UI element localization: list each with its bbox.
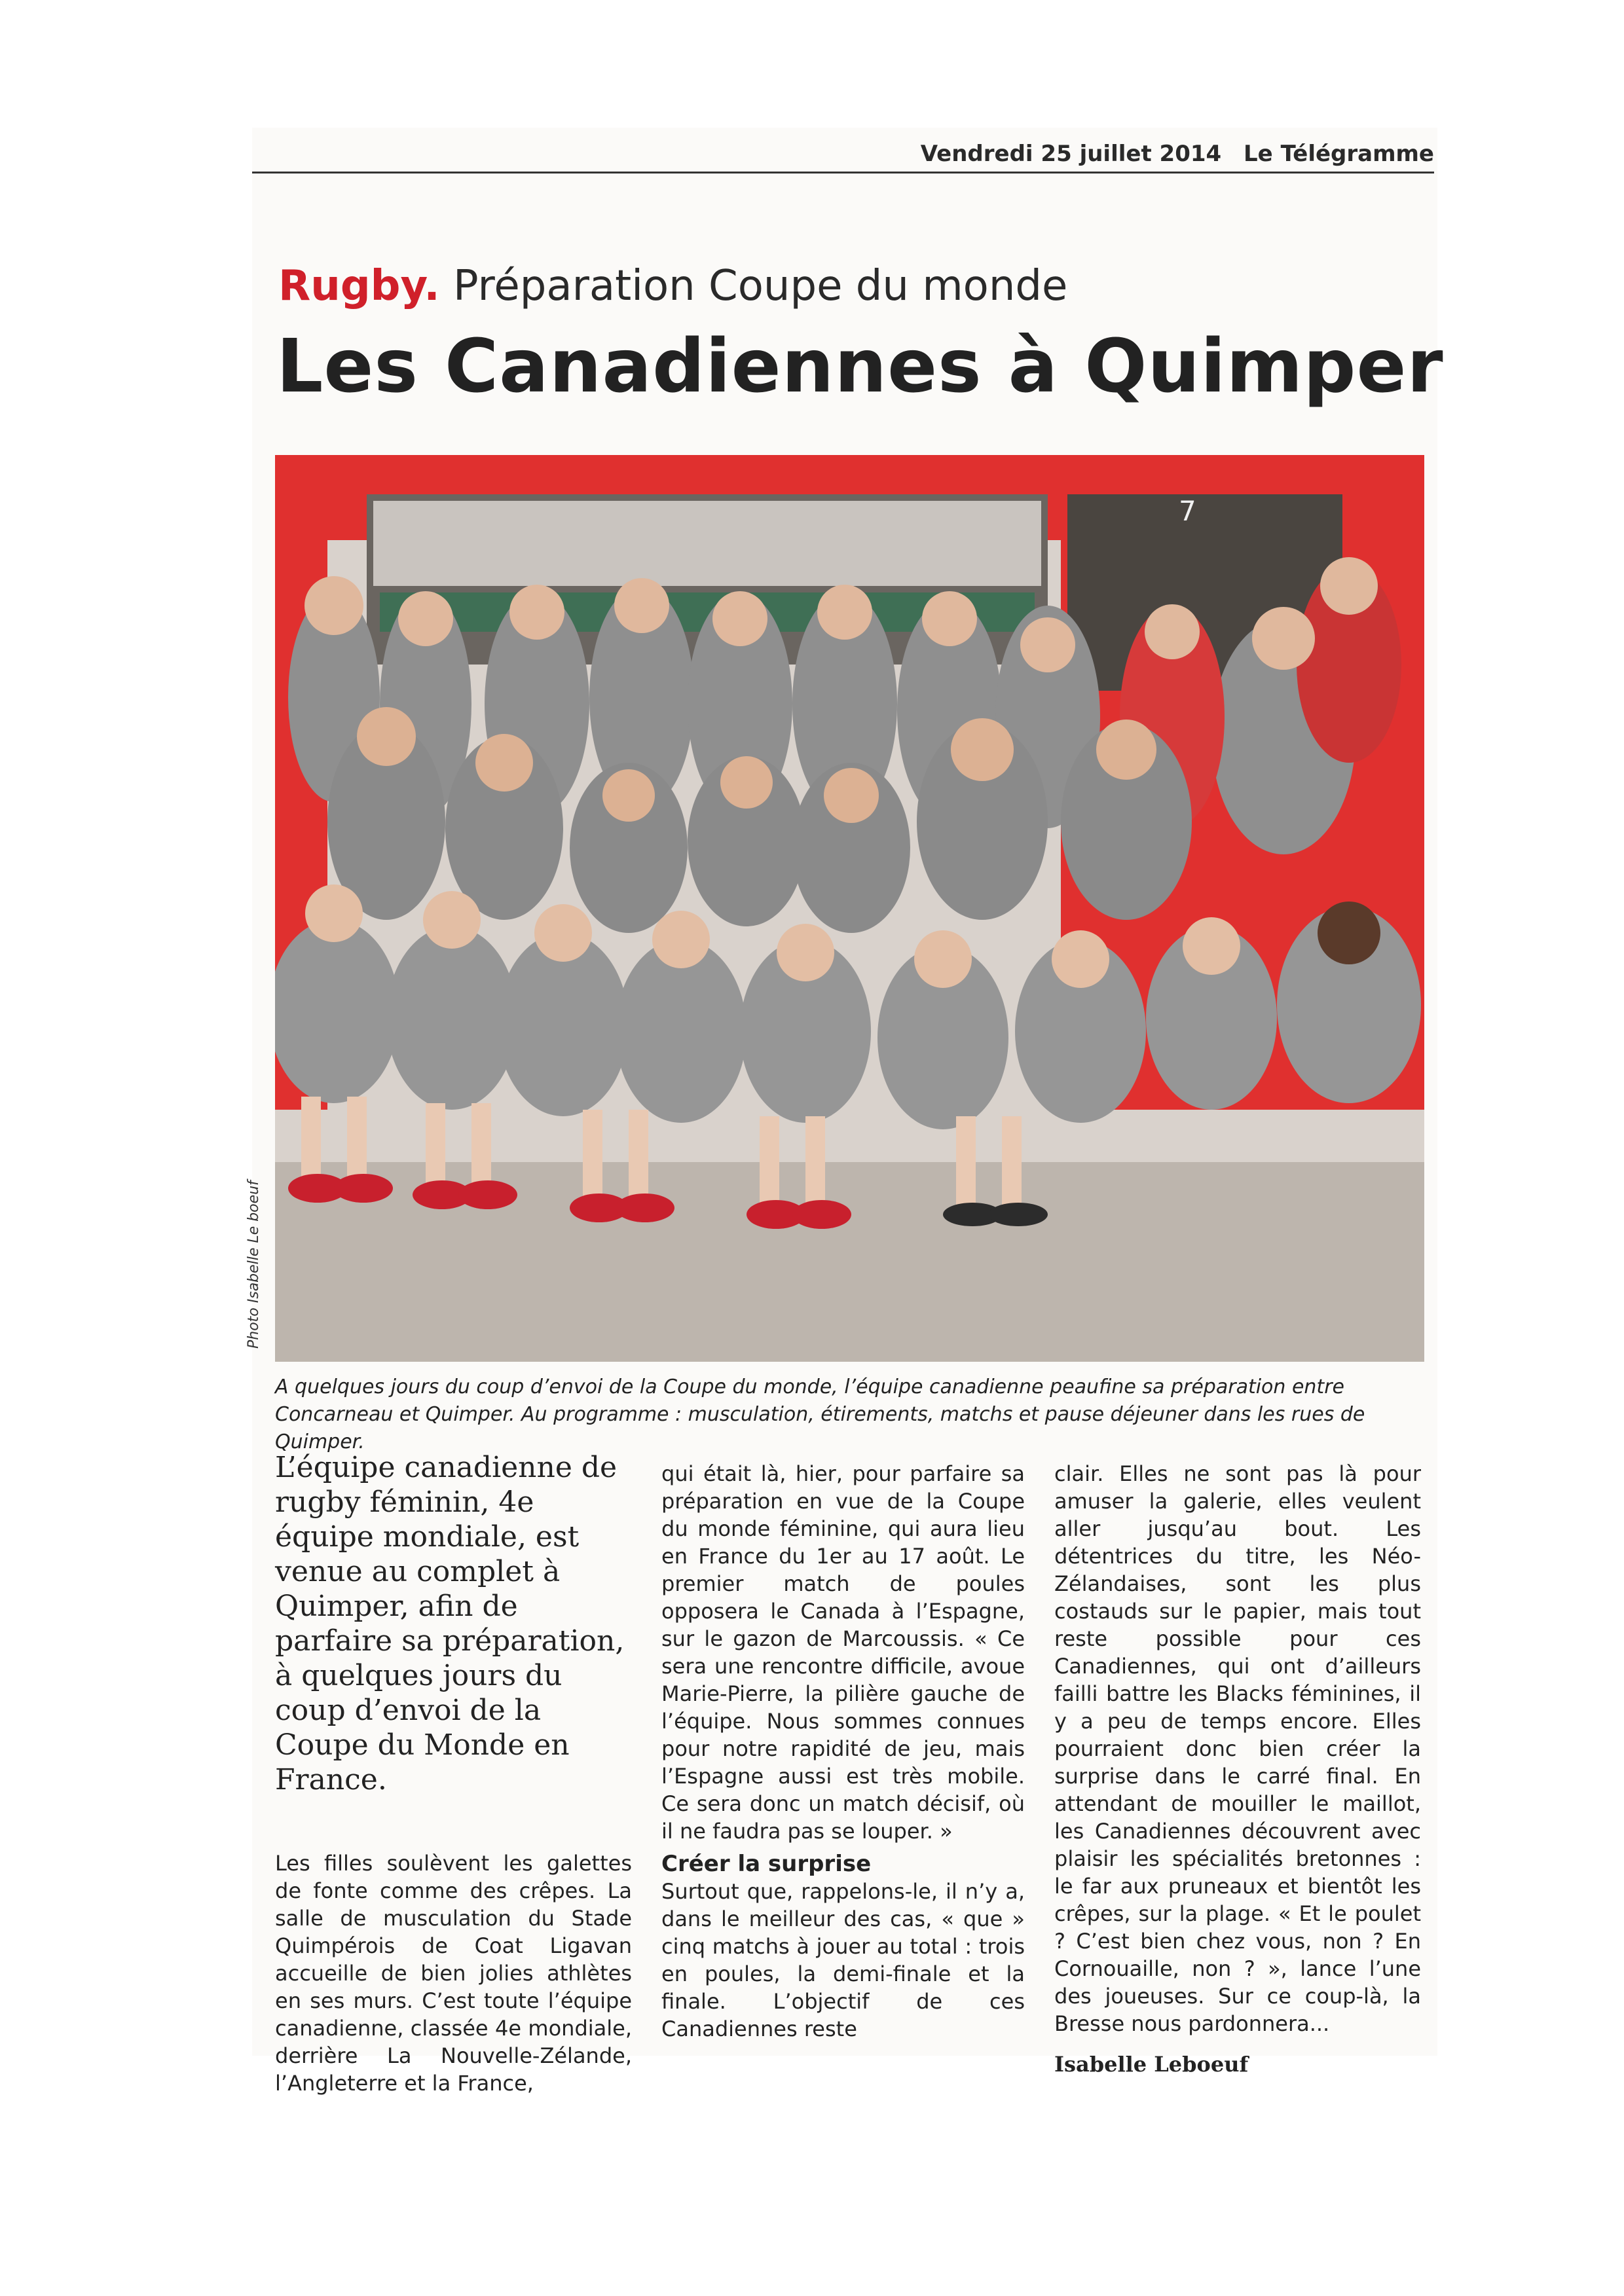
team-photo: [275, 455, 1424, 1362]
body-paragraph: clair. Elles ne sont pas là pour amuser la galerie, elles veulent aller jusqu’au bout. Les détentrices du titre, les Néo-Zélandaises, sont les plus costauds sur le papier, mais tout reste possible pour ces Canadiennes, qui ont d’ailleurs failli battre les Blacks féminines, il y a peu de temps encore. Elles pourraient donc bien créer la surprise dans le carré final. En attendant de mouiller le maillot, les Canadiennes découvrent avec plaisir les spécialités bretonnes : le far aux pruneaux et bientôt les crêpes, sur la plage. « Et le poulet ? C’est bien chez vous, non ? En Cornouaille, non ? », lance l’une des joueuses. Sur ce coup-là, la Bresse nous pardonnera...: [1054, 1461, 1421, 2036]
photo-caption: A quelques jours du coup d’envoi de la Coupe du monde, l’équipe canadienne peaufine sa préparation entre Concarneau et Quimper. Au programme : musculation, étirements, matchs et pause déjeuner dans les rues de Quimper.: [275, 1376, 1365, 1453]
author-byline: Isabelle Leboeuf: [1054, 2052, 1249, 2077]
photo-credit: Photo Isabelle Le boeuf: [246, 1180, 262, 1349]
column-3: [1054, 1460, 1421, 2078]
article-lead: L’équipe canadienne de rugby féminin, 4e équipe mondiale, est venue au complet à Quimper, afin de parfaire sa préparation, à quelques jours du coup d’envoi de la Coupe du Monde en France.: [275, 1451, 625, 1796]
issue-date: Vendredi 25 juillet 2014: [920, 141, 1222, 167]
kicker-topic: Préparation Coupe du monde: [452, 262, 1068, 310]
section-label: Rugby.: [278, 262, 440, 310]
body-paragraph: qui était là, hier, pour parfaire sa préparation en vue de la Coupe du monde féminine, qui aura lieu en France du 1er au 17 août. Le premier match de poules opposera le Canada à l’Espagne, sur le gazon de Marcoussis. « Ce sera une rencontre difficile, avoue Marie-Pierre, la pilière gauche de l’équipe. Nous sommes connues pour notre rapidité de jeu, mais l’Espagne aussi est très mobile. Ce sera donc un match décisif, où il ne faudra pas se louper. »: [661, 1461, 1025, 1844]
subheading: Créer la surprise: [661, 1851, 872, 1877]
body-paragraph: Les filles soulèvent les galettes de fonte comme des crêpes. La salle de musculation du Stade Quimpérois de Coat Ligavan accueille de bien jolies athlètes en ses murs. C’est toute l’équipe canadienne, classée 4e mondiale, derrière La Nouvelle-Zélande, l’Angleterre et la France,: [275, 1851, 632, 2096]
body-paragraph: Surtout que, rappelons-le, il n’y a, dans le meilleur des cas, « que » cinq matchs à jouer au total : trois en poules, la demi-finale et la finale. L’objectif de ces Canadiennes reste: [661, 1879, 1025, 2041]
column-1: [275, 1450, 632, 2097]
article-kicker: [278, 262, 1067, 310]
article-headline: Les Canadiennes à Quimper: [276, 324, 1444, 409]
door-number: 7: [1179, 495, 1196, 527]
newspaper-name: Le Télégramme: [1244, 141, 1434, 167]
column-2: [661, 1460, 1025, 2043]
page-header: [921, 141, 1434, 167]
header-divider: [252, 172, 1434, 173]
